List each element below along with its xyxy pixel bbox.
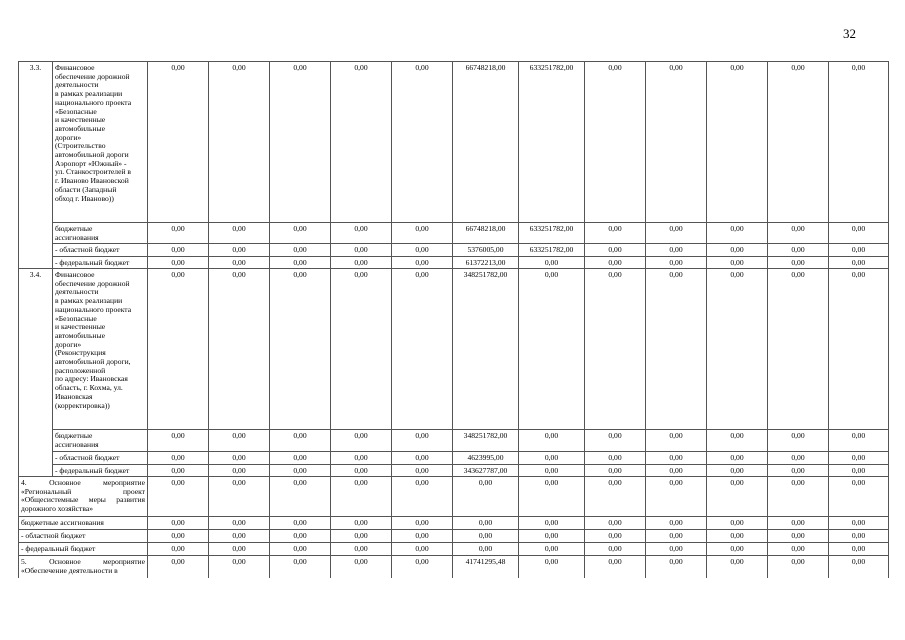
amount-cell: 4623995,00 [453,452,519,465]
amount-cell: 0,00 [519,477,585,517]
activity-label: - федеральный бюджет [19,543,148,556]
amount-cell: 0,00 [519,543,585,556]
row-index: 3.3. [19,62,53,269]
funding-source-label: бюджетные ассигнования [53,223,148,244]
amount-cell: 0,00 [270,257,331,269]
amount-cell: 0,00 [270,452,331,465]
amount-cell: 0,00 [148,465,209,477]
amount-cell: 0,00 [585,465,646,477]
amount-cell: 0,00 [768,530,829,543]
amount-cell: 0,00 [148,257,209,269]
amount-cell: 0,00 [331,269,392,430]
amount-cell: 0,00 [209,430,270,452]
amount-cell: 0,00 [646,62,707,223]
amount-cell: 0,00 [392,257,453,269]
amount-cell: 0,00 [148,244,209,257]
amount-cell: 0,00 [646,543,707,556]
funding-source-label: - областной бюджет [53,244,148,257]
amount-cell: 0,00 [519,452,585,465]
amount-cell: 0,00 [148,269,209,430]
activity-label: бюджетные ассигнования [19,517,148,530]
amount-cell: 0,00 [829,452,889,465]
amount-cell: 0,00 [707,257,768,269]
amount-cell: 0,00 [707,452,768,465]
amount-cell: 0,00 [585,244,646,257]
amount-cell: 0,00 [646,244,707,257]
amount-cell: 0,00 [829,477,889,517]
amount-cell: 0,00 [209,62,270,223]
amount-cell: 0,00 [148,430,209,452]
amount-cell: 0,00 [768,477,829,517]
amount-cell: 0,00 [392,452,453,465]
amount-cell: 0,00 [768,62,829,223]
amount-cell: 0,00 [829,257,889,269]
amount-cell: 0,00 [270,530,331,543]
amount-cell: 0,00 [270,543,331,556]
amount-cell: 0,00 [270,62,331,223]
amount-cell: 0,00 [707,223,768,244]
amount-cell: 0,00 [392,430,453,452]
amount-cell: 0,00 [829,269,889,430]
amount-cell: 0,00 [646,465,707,477]
amount-cell: 0,00 [270,269,331,430]
amount-cell: 0,00 [707,543,768,556]
amount-cell: 0,00 [453,517,519,530]
amount-cell: 0,00 [646,517,707,530]
activity-label: Финансовое обеспечение дорожной деятельности в рамках реализации национального проекта «Безопасные и качественные автомобильные дороги» (Строительство автомобильной дороги Аэропорт «Южный» - ул. Станкостроителей в г. Иваново Ивановской области (Западный обход г. Иваново)) [53,62,148,223]
amount-cell: 0,00 [209,244,270,257]
amount-cell: 0,00 [331,530,392,543]
amount-cell: 348251782,00 [453,269,519,430]
amount-cell: 0,00 [646,477,707,517]
amount-cell: 0,00 [392,244,453,257]
amount-cell: 0,00 [707,477,768,517]
amount-cell: 0,00 [148,62,209,223]
amount-cell: 5376005,00 [453,244,519,257]
amount-cell: 0,00 [209,269,270,430]
amount-cell: 0,00 [585,223,646,244]
amount-cell: 0,00 [519,257,585,269]
amount-cell: 0,00 [209,517,270,530]
funding-source-label: - федеральный бюджет [53,257,148,269]
amount-cell: 0,00 [768,244,829,257]
amount-cell: 0,00 [768,430,829,452]
amount-cell: 0,00 [392,62,453,223]
amount-cell: 0,00 [148,223,209,244]
amount-cell: 0,00 [148,556,209,578]
amount-cell: 0,00 [829,543,889,556]
amount-cell: 0,00 [768,556,829,578]
row-index: 3.4. [19,269,53,477]
amount-cell: 0,00 [829,223,889,244]
amount-cell: 0,00 [585,257,646,269]
amount-cell: 0,00 [829,530,889,543]
amount-cell: 0,00 [331,465,392,477]
amount-cell: 0,00 [707,244,768,257]
amount-cell: 0,00 [829,556,889,578]
amount-cell: 0,00 [519,517,585,530]
amount-cell: 66748218,00 [453,223,519,244]
amount-cell: 0,00 [270,477,331,517]
amount-cell: 0,00 [331,477,392,517]
amount-cell: 0,00 [148,452,209,465]
amount-cell: 0,00 [209,465,270,477]
amount-cell: 0,00 [646,556,707,578]
amount-cell: 348251782,00 [453,430,519,452]
amount-cell: 0,00 [331,244,392,257]
activity-label: 5. Основное мероприятие «Обеспечение деятельности в [19,556,148,578]
amount-cell: 0,00 [209,257,270,269]
amount-cell: 0,00 [585,430,646,452]
table-row [19,530,889,543]
amount-cell: 0,00 [270,223,331,244]
table-row [19,62,889,223]
funding-source-label: - областной бюджет [53,452,148,465]
amount-cell: 0,00 [148,477,209,517]
amount-cell: 0,00 [585,269,646,430]
amount-cell: 0,00 [646,530,707,543]
amount-cell: 0,00 [270,430,331,452]
amount-cell: 0,00 [585,556,646,578]
amount-cell: 0,00 [585,517,646,530]
table-row [19,465,889,477]
table-row [19,244,889,257]
amount-cell: 0,00 [392,517,453,530]
amount-cell: 0,00 [585,477,646,517]
amount-cell: 0,00 [768,465,829,477]
amount-cell: 0,00 [585,452,646,465]
activity-label: - областной бюджет [19,530,148,543]
amount-cell: 0,00 [148,530,209,543]
amount-cell: 0,00 [331,62,392,223]
amount-cell: 0,00 [209,530,270,543]
activity-label: 4. Основное мероприятие «Региональный проект «Общесистемные меры развития дорожного хозяйства» [19,477,148,517]
amount-cell: 0,00 [331,430,392,452]
amount-cell: 0,00 [829,465,889,477]
amount-cell: 0,00 [331,223,392,244]
budget-table [18,61,889,578]
amount-cell: 0,00 [331,556,392,578]
amount-cell: 0,00 [209,556,270,578]
amount-cell: 0,00 [270,517,331,530]
amount-cell: 0,00 [392,269,453,430]
amount-cell: 0,00 [209,452,270,465]
amount-cell: 41741295,48 [453,556,519,578]
amount-cell: 0,00 [585,543,646,556]
amount-cell: 66748218,00 [453,62,519,223]
amount-cell: 0,00 [270,244,331,257]
amount-cell: 343627787,00 [453,465,519,477]
amount-cell: 0,00 [829,244,889,257]
table-row [19,556,889,578]
amount-cell: 0,00 [585,530,646,543]
amount-cell: 0,00 [585,62,646,223]
amount-cell: 0,00 [768,517,829,530]
table-row [19,257,889,269]
amount-cell: 0,00 [829,517,889,530]
amount-cell: 0,00 [707,269,768,430]
amount-cell: 0,00 [392,477,453,517]
amount-cell: 0,00 [392,543,453,556]
amount-cell: 0,00 [331,452,392,465]
amount-cell: 0,00 [453,477,519,517]
table-row [19,477,889,517]
amount-cell: 0,00 [209,543,270,556]
amount-cell: 0,00 [519,465,585,477]
amount-cell: 0,00 [646,257,707,269]
amount-cell: 0,00 [148,517,209,530]
amount-cell: 0,00 [331,257,392,269]
amount-cell: 0,00 [392,530,453,543]
amount-cell: 0,00 [646,223,707,244]
amount-cell: 633251782,00 [519,62,585,223]
amount-cell: 633251782,00 [519,223,585,244]
page-number: 32 [843,26,856,41]
amount-cell: 0,00 [768,543,829,556]
amount-cell: 0,00 [270,556,331,578]
amount-cell: 0,00 [829,62,889,223]
amount-cell: 0,00 [707,517,768,530]
amount-cell: 0,00 [519,530,585,543]
amount-cell: 0,00 [209,477,270,517]
table-row [19,269,889,430]
amount-cell: 0,00 [768,452,829,465]
amount-cell: 0,00 [519,269,585,430]
amount-cell: 0,00 [453,530,519,543]
amount-cell: 0,00 [270,465,331,477]
amount-cell: 0,00 [519,556,585,578]
amount-cell: 0,00 [209,223,270,244]
amount-cell: 633251782,00 [519,244,585,257]
amount-cell: 61372213,00 [453,257,519,269]
amount-cell: 0,00 [646,452,707,465]
amount-cell: 0,00 [768,223,829,244]
funding-source-label: - федеральный бюджет [53,465,148,477]
amount-cell: 0,00 [707,465,768,477]
table-row [19,430,889,452]
amount-cell: 0,00 [392,556,453,578]
amount-cell: 0,00 [148,543,209,556]
amount-cell: 0,00 [768,269,829,430]
amount-cell: 0,00 [707,430,768,452]
amount-cell: 0,00 [646,430,707,452]
amount-cell: 0,00 [829,430,889,452]
amount-cell: 0,00 [707,530,768,543]
amount-cell: 0,00 [519,430,585,452]
amount-cell: 0,00 [707,556,768,578]
activity-label: Финансовое обеспечение дорожной деятельности в рамках реализации национального проекта «Безопасные и качественные автомобильные дороги» (Реконструкция автомобильной дороги, расположенной по адресу: Ивановская область, г. Кохма, ул. Ивановская (корректировка)) [53,269,148,430]
amount-cell: 0,00 [646,269,707,430]
amount-cell: 0,00 [331,517,392,530]
amount-cell: 0,00 [768,257,829,269]
amount-cell: 0,00 [453,543,519,556]
amount-cell: 0,00 [392,465,453,477]
amount-cell: 0,00 [707,62,768,223]
table-row [19,517,889,530]
amount-cell: 0,00 [392,223,453,244]
table-row [19,223,889,244]
amount-cell: 0,00 [331,543,392,556]
funding-source-label: бюджетные ассигнования [53,430,148,452]
table-row [19,543,889,556]
table-row [19,452,889,465]
